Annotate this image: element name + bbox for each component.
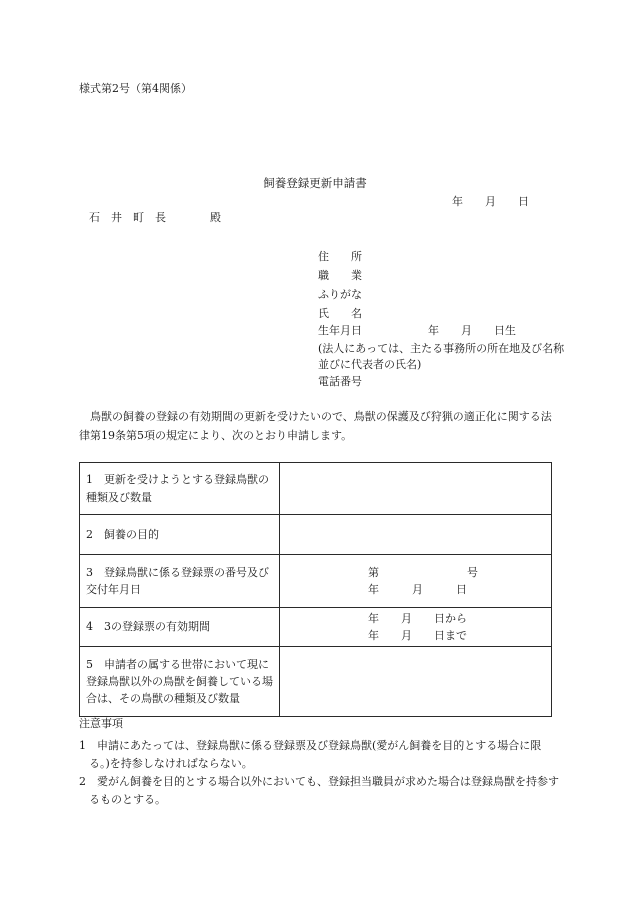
table-row [80,608,552,647]
table-row [80,515,552,555]
row-2-value-cell[interactable] [280,515,552,555]
application-date: 年 月 日 [452,195,529,208]
applicant-name-label: 氏 名 [318,307,362,320]
addressee: 石 井 町 長 殿 [89,211,221,224]
applicant-furigana-label: ふりがな [318,288,362,301]
applicant-phone-label: 電話番号 [318,375,362,388]
row-1-label: 1 更新を受けようとする登録鳥獣の種類及び数量 [80,463,280,515]
application-statement: 鳥獣の飼養の登録の有効期間の更新を受けたいので、鳥獣の保護及び狩猟の適正化に関する法律第19条第5項の規定により、次のとおり申請します。 [79,410,552,442]
registration-number-fields [368,564,478,598]
row-4-value-cell[interactable] [280,608,552,647]
document-title: 飼養登録更新申請書 [263,176,367,190]
validity-end-line: 年 月 日まで [368,629,467,642]
note-item: 2 愛がん飼養を目的とする場合以外においても、登録担当職員が求めた場合は登録鳥獣を持参するものとする。 [79,775,559,807]
application-table [79,462,552,717]
validity-start-line: 年 月 日から [368,611,467,625]
row-2-label: 2 飼養の目的 [80,515,280,555]
table-row [80,647,552,717]
applicant-birthdate-label: 生年月日 年 月 日生 [318,324,516,337]
form-number: 様式第2号（第4関係） [79,82,192,95]
row-3-value-cell[interactable] [280,555,552,608]
row-4-label: 4 3の登録票の有効期間 [80,608,280,647]
applicant-address-label: 住 所 [318,250,362,263]
table-row [80,555,552,608]
table-row [80,463,552,515]
note-item: 1 申請にあたっては、登録鳥獣に係る登録票及び登録鳥獣(愛がん飼養を目的とする場合に限る。)を持参しなければならない。 [79,739,542,771]
validity-period-fields [368,610,467,644]
row-1-value-cell[interactable] [280,463,552,515]
notes-heading: 注意事項 [79,717,123,730]
registration-number-line: 第 号 [368,565,478,579]
corporation-note: (法人にあっては、主たる事務所の所在地及び名称並びに代表者の氏名) [318,342,565,371]
applicant-occupation-label: 職 業 [318,269,362,282]
row-5-value-cell[interactable] [280,647,552,717]
row-5-label: 5 申請者の属する世帯において現に登録鳥獣以外の鳥獣を飼養している場合は、その鳥獣の種類及び数量 [80,647,280,717]
row-3-label: 3 登録鳥獣に係る登録票の番号及び交付年月日 [80,555,280,608]
issue-date-line: 年 月 日 [368,583,467,596]
